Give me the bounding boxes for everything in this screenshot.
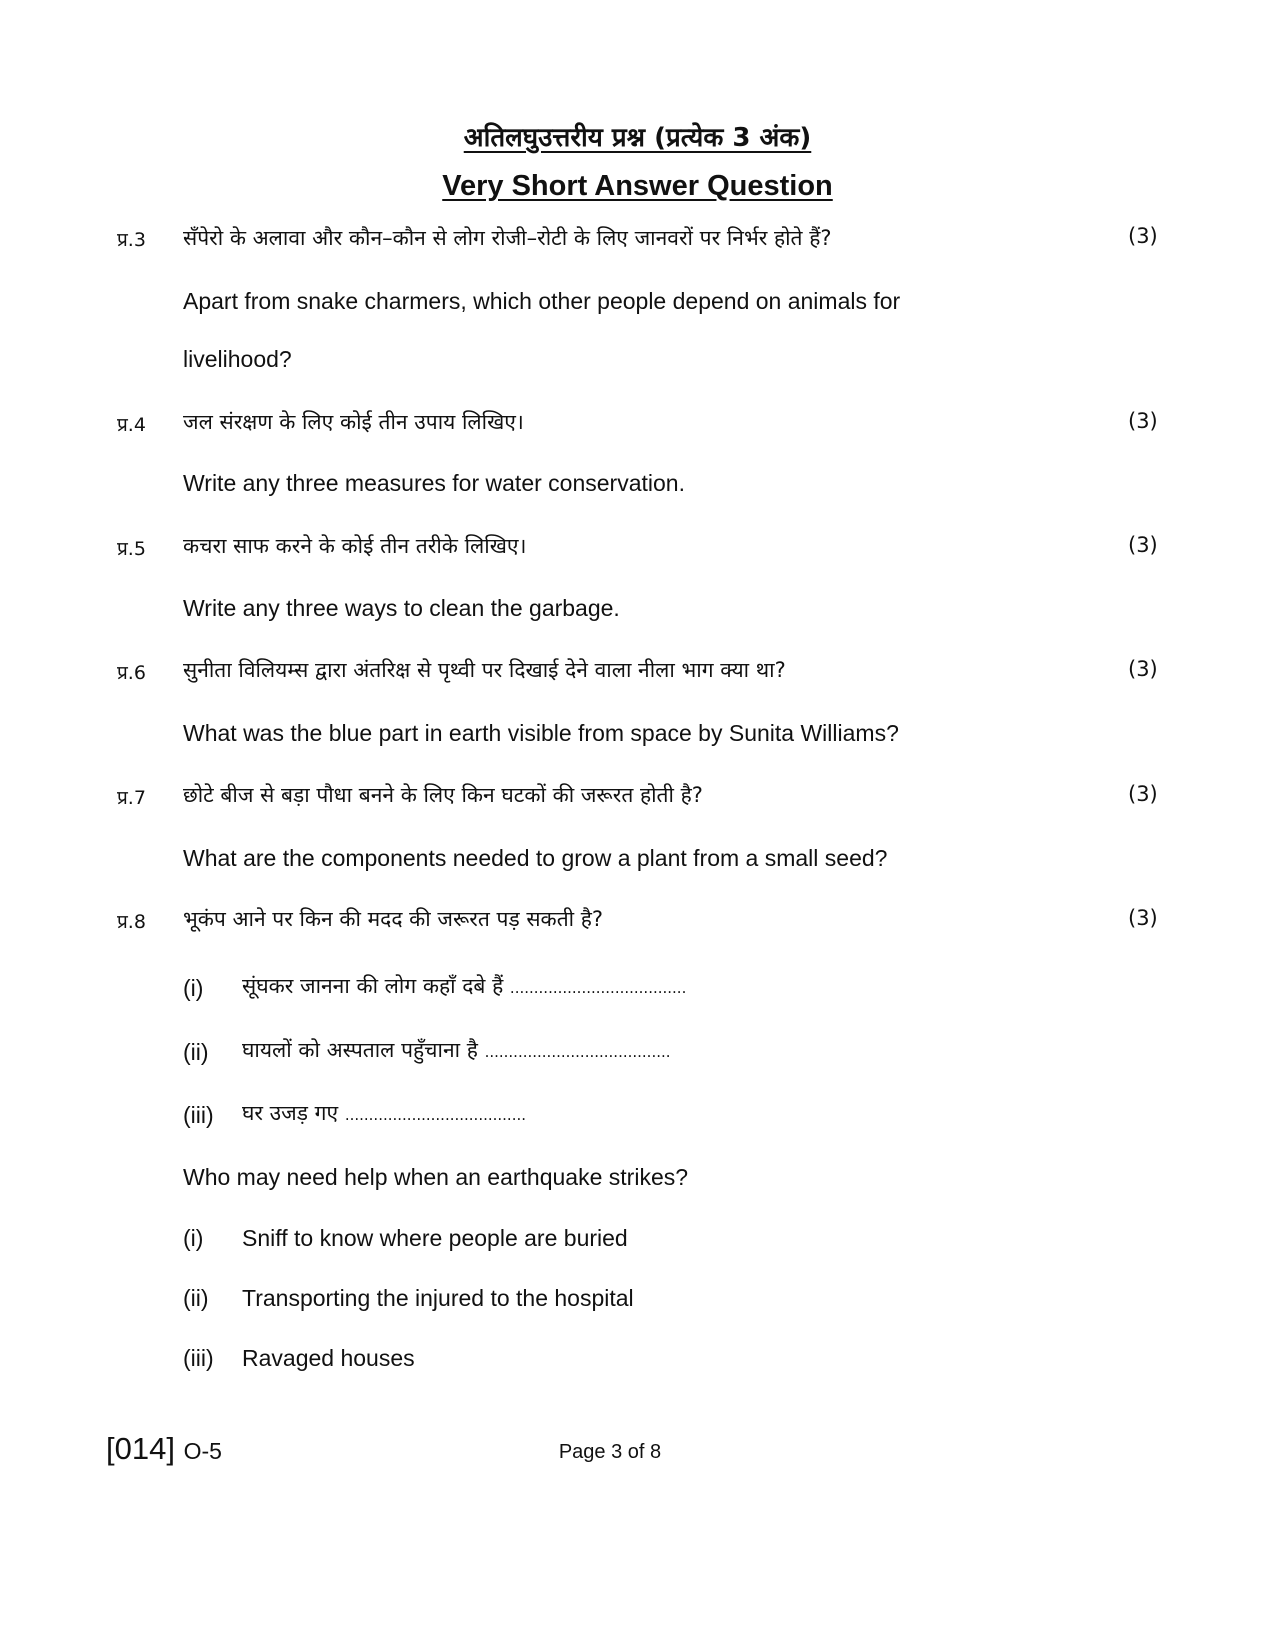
paper-code-suffix: O-5 xyxy=(183,1438,222,1464)
question-text-hindi: भूकंप आने पर किन की मदद की जरूरत पड़ सकती है? xyxy=(183,907,604,931)
subitem-text: सूंघकर जानना की लोग कहाँ दबे हैं xyxy=(242,974,504,998)
subitem-number: (ii) xyxy=(183,1039,209,1065)
paper-code-number: [014] xyxy=(106,1431,175,1466)
question-marks: (3) xyxy=(1128,782,1158,806)
subitem-number: (ii) xyxy=(183,1285,209,1311)
blank-line: ...................................... xyxy=(344,1106,526,1124)
question-marks: (3) xyxy=(1128,224,1158,248)
question-marks: (3) xyxy=(1128,657,1158,681)
question-text-english: Apart from snake charmers, which other people depend on animals for xyxy=(183,288,901,314)
question-text-english: Who may need help when an earthquake strikes? xyxy=(183,1164,689,1190)
question-number: प्र.5 xyxy=(117,538,146,560)
subitem-text-english: Ravaged houses xyxy=(242,1345,415,1371)
question-number: प्र.6 xyxy=(117,662,146,684)
subitem-number: (iii) xyxy=(183,1345,214,1371)
subitem-text: घायलों को अस्पताल पहुँचाना है xyxy=(242,1038,478,1062)
question-text-hindi: सँपेरो के अलावा और कौन–कौन से लोग रोजी–रोटी के लिए जानवरों पर निर्भर होते हैं? xyxy=(183,226,832,250)
subitem-text: घर उजड़ गए xyxy=(242,1101,339,1125)
question-text-english: livelihood? xyxy=(183,346,292,372)
question-text-english: What are the components needed to grow a plant from a small seed? xyxy=(183,845,888,871)
blank-line: ..................................... xyxy=(509,979,687,997)
section-heading-english-text: Very Short Answer Question xyxy=(442,170,833,202)
subitem-text-english: Transporting the injured to the hospital xyxy=(242,1285,634,1311)
section-heading-hindi xyxy=(0,118,1275,154)
blank-line: ....................................... xyxy=(484,1043,671,1061)
question-text-english: Write any three ways to clean the garbage. xyxy=(183,595,620,621)
question-text-hindi: सुनीता विलियम्स द्वारा अंतरिक्ष से पृथ्वी पर दिखाई देने वाला नीला भाग क्या था? xyxy=(183,658,786,682)
question-number: प्र.8 xyxy=(117,911,146,933)
subitem-text-english: Sniff to know where people are buried xyxy=(242,1225,628,1251)
question-marks: (3) xyxy=(1128,409,1158,433)
section-heading-hindi-text: अतिलघुउत्तरीय प्रश्न (प्रत्येक 3 अंक) xyxy=(463,123,812,153)
question-text-hindi: छोटे बीज से बड़ा पौधा बनने के लिए किन घटकों की जरूरत होती है? xyxy=(183,783,703,807)
subitem-number: (i) xyxy=(183,975,204,1001)
question-text-english: Write any three measures for water conservation. xyxy=(183,470,685,496)
subitem-text-hindi xyxy=(242,972,686,1000)
question-text-hindi: कचरा साफ करने के कोई तीन तरीके लिखिए। xyxy=(183,534,527,558)
subitem-text-hindi xyxy=(242,1099,526,1127)
question-marks: (3) xyxy=(1128,533,1158,557)
page-number: Page 3 of 8 xyxy=(558,1441,662,1463)
question-marks: (3) xyxy=(1128,906,1158,930)
section-heading-english xyxy=(0,170,1275,203)
question-text-english: What was the blue part in earth visible from space by Sunita Williams? xyxy=(183,720,899,746)
subitem-number: (i) xyxy=(183,1225,204,1251)
subitem-number: (iii) xyxy=(183,1102,214,1128)
question-number: प्र.4 xyxy=(117,414,146,436)
subitem-text-hindi xyxy=(242,1036,671,1064)
question-number: प्र.3 xyxy=(117,229,146,251)
question-text-hindi: जल संरक्षण के लिए कोई तीन उपाय लिखिए। xyxy=(183,410,524,434)
question-number: प्र.7 xyxy=(117,787,146,809)
